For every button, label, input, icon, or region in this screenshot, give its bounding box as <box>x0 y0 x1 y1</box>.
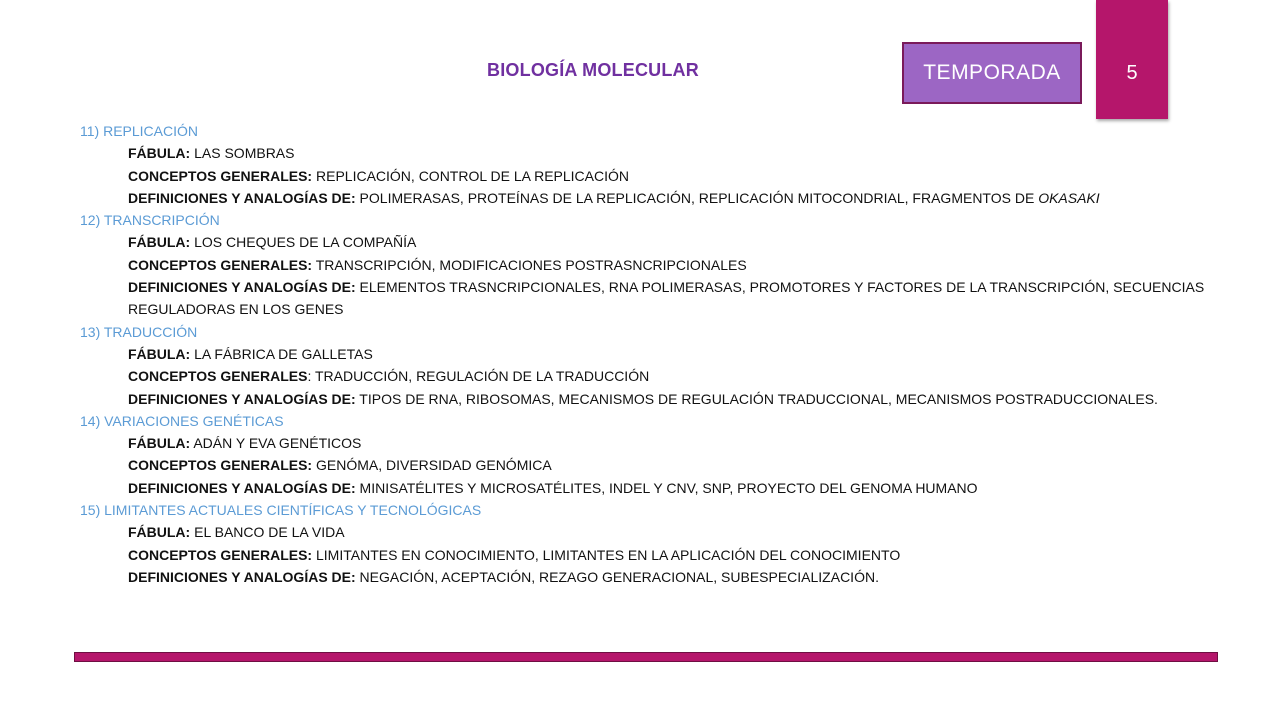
definiciones-label: DEFINICIONES Y ANALOGÍAS DE: <box>128 479 356 496</box>
page-number-badge <box>1096 0 1168 119</box>
fabula-line <box>80 521 1210 543</box>
slide-title: BIOLOGÍA MOLECULAR <box>487 60 699 80</box>
fabula-line <box>80 343 1210 365</box>
fabula-label: FÁBULA: <box>128 145 191 162</box>
section-heading: 12) TRANSCRIPCIÓN <box>80 212 220 229</box>
section-heading: 14) VARIACIONES GENÉTICAS <box>80 412 284 429</box>
section-heading: 11) REPLICACIÓN <box>80 123 198 139</box>
definiciones-continuation: REGULADORAS EN LOS GENES <box>128 301 344 318</box>
definiciones-text: ELEMENTOS TRASNCRIPCIONALES, RNA POLIMERASAS, PROMOTORES Y FACTORES DE LA TRANSCRIPCIÓN, SECUENCIAS <box>355 279 1205 296</box>
conceptos-label: CONCEPTOS GENERALES: <box>128 167 313 184</box>
definiciones-line <box>80 566 1210 588</box>
definiciones-text: TIPOS DE RNA, RIBOSOMAS, MECANISMOS DE REGULACIÓN TRADUCCIONAL, MECANISMOS POSTRADUCCIONALES. <box>355 390 1158 407</box>
conceptos-line <box>80 454 1210 476</box>
definiciones-line <box>80 187 1210 209</box>
temporada-label: TEMPORADA <box>923 61 1061 84</box>
conceptos-label: CONCEPTOS GENERALES: <box>128 256 313 273</box>
fabula-label: FÁBULA: <box>128 524 191 541</box>
conceptos-line <box>80 544 1210 566</box>
conceptos-text: LIMITANTES EN CONOCIMIENTO, LIMITANTES EN LA APLICACIÓN DEL CONOCIMIENTO <box>312 546 901 563</box>
conceptos-text: GENÓMA, DIVERSIDAD GENÓMICA <box>312 457 552 474</box>
definiciones-line <box>80 276 1210 298</box>
section-heading: 13) TRADUCCIÓN <box>80 323 198 340</box>
definiciones-label: DEFINICIONES Y ANALOGÍAS DE: <box>128 189 356 206</box>
conceptos-label: CONCEPTOS GENERALES: <box>128 457 313 474</box>
temporada-box <box>902 42 1082 104</box>
conceptos-line <box>80 365 1210 387</box>
fabula-label: FÁBULA: <box>128 435 191 452</box>
definiciones-line <box>80 477 1210 499</box>
conceptos-text: : TRADUCCIÓN, REGULACIÓN DE LA TRADUCCIÓN <box>307 368 650 385</box>
definiciones-label: DEFINICIONES Y ANALOGÍAS DE: <box>128 390 356 407</box>
definiciones-text: POLIMERASAS, PROTEÍNAS DE LA REPLICACIÓN, REPLICACIÓN MITOCONDRIAL, FRAGMENTOS DE <box>355 189 1039 206</box>
definiciones-italic-text: OKASAKI <box>1038 189 1100 206</box>
definiciones-text: MINISATÉLITES Y MICROSATÉLITES, INDEL Y CNV, SNP, PROYECTO DEL GENOMA HUMANO <box>355 479 978 496</box>
conceptos-text: TRANSCRIPCIÓN, MODIFICACIONES POSTRASNCRIPCIONALES <box>312 256 747 273</box>
conceptos-label: CONCEPTOS GENERALES <box>128 368 308 385</box>
fabula-line <box>80 432 1210 454</box>
page-number: 5 <box>1126 62 1138 84</box>
fabula-text: LAS SOMBRAS <box>190 145 295 162</box>
conceptos-line <box>80 165 1210 187</box>
definiciones-label: DEFINICIONES Y ANALOGÍAS DE: <box>128 568 356 585</box>
conceptos-line <box>80 254 1210 276</box>
fabula-text: LA FÁBRICA DE GALLETAS <box>190 345 373 362</box>
section-heading: 15) LIMITANTES ACTUALES CIENTÍFICAS Y TECNOLÓGICAS <box>80 502 482 519</box>
bottom-divider-bar <box>74 652 1218 662</box>
fabula-line <box>80 142 1210 164</box>
definiciones-text: NEGACIÓN, ACEPTACIÓN, REZAGO GENERACIONAL, SUBESPECIALIZACIÓN. <box>355 568 879 585</box>
fabula-line <box>80 231 1210 253</box>
fabula-label: FÁBULA: <box>128 234 191 251</box>
definiciones-line <box>80 388 1210 410</box>
fabula-text: ADÁN Y EVA GENÉTICOS <box>190 435 362 452</box>
content-list <box>80 120 1210 588</box>
fabula-text: LOS CHEQUES DE LA COMPAÑÍA <box>190 234 417 251</box>
definiciones-label: DEFINICIONES Y ANALOGÍAS DE: <box>128 279 356 296</box>
fabula-text: EL BANCO DE LA VIDA <box>190 524 345 541</box>
conceptos-text: REPLICACIÓN, CONTROL DE LA REPLICACIÓN <box>312 167 629 184</box>
fabula-label: FÁBULA: <box>128 345 191 362</box>
conceptos-label: CONCEPTOS GENERALES: <box>128 546 313 563</box>
